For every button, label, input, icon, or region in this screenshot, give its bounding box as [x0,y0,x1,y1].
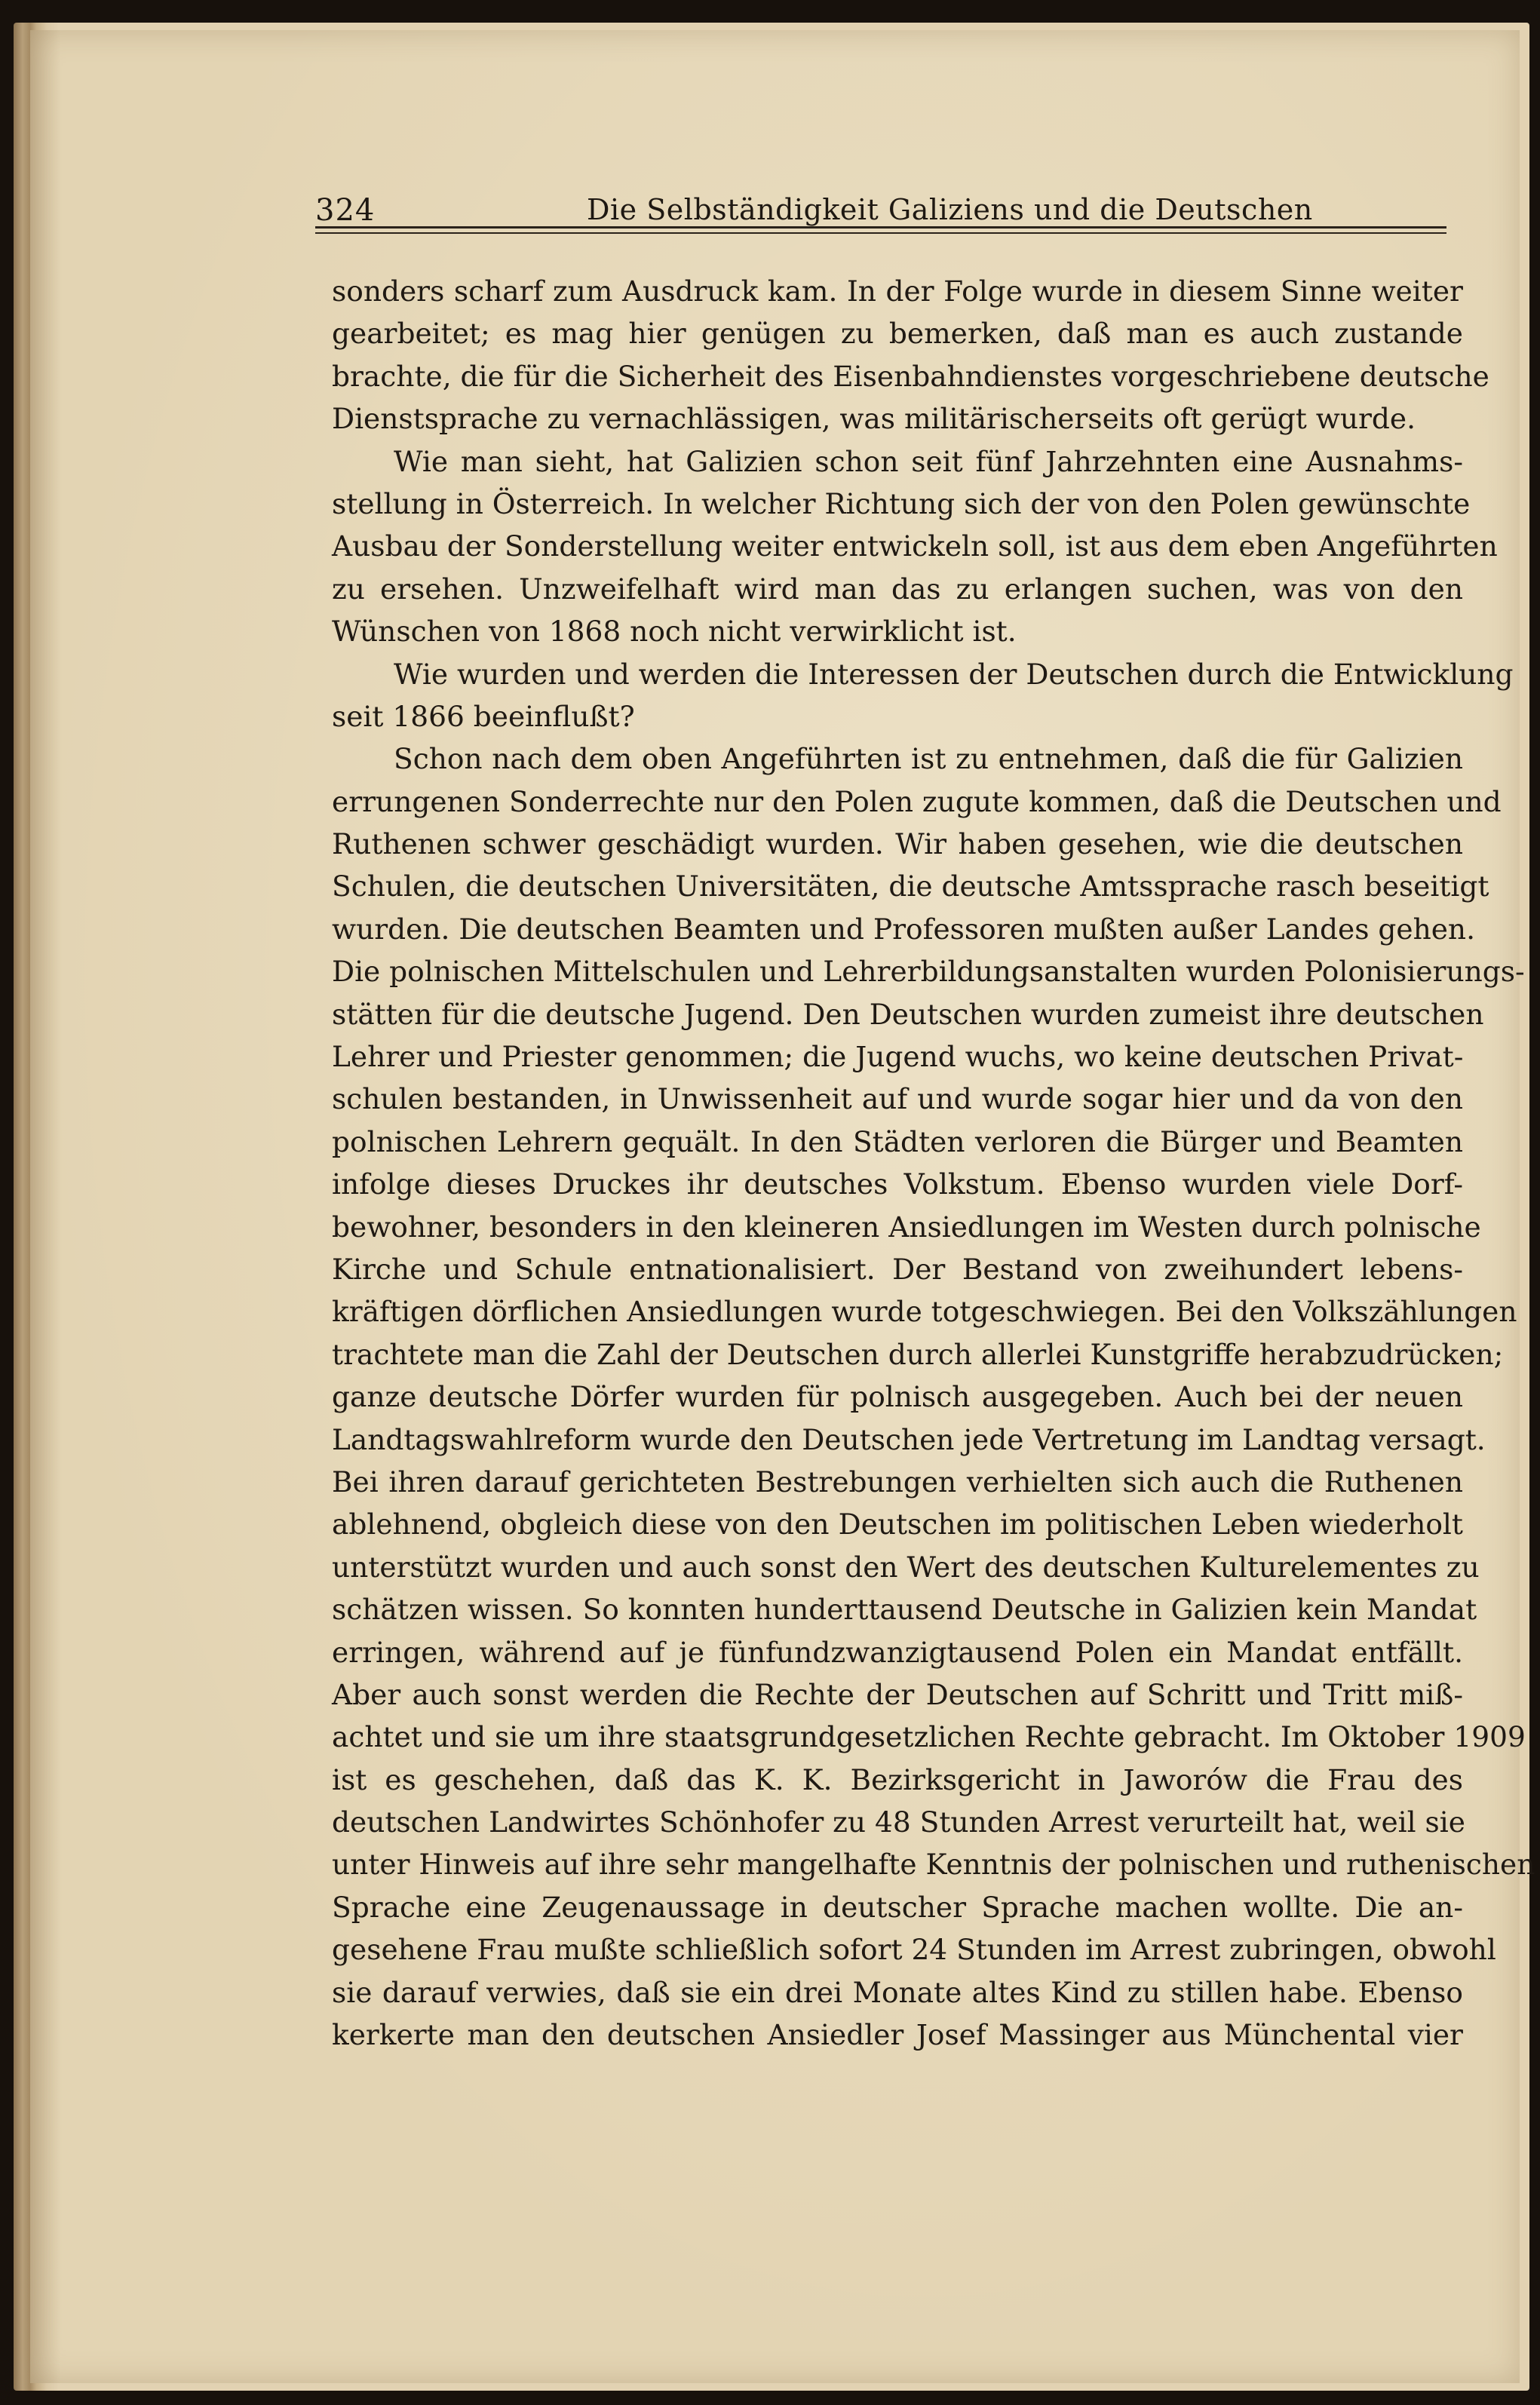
text-line: gesehene Frau mußte schließlich sofort 24 Stunden im Arrest zubringen, obwohl [332,1933,1496,1967]
text-line: sonders scharf zum Ausdruck kam. In der Folge wurde in diesem Sinne weiter [332,275,1463,308]
text-line: erringen, während auf je fünfundzwanzigtausend Polen ein Mandat entfällt. [332,1635,1463,1669]
text-line: Wie man sieht, hat Galizien schon seit fünf Jahrzehnten eine Ausnahms- [394,444,1463,478]
text-line: Kirche und Schule entnationalisiert. Der Bestand von zweihundert lebens- [332,1252,1463,1286]
text-line: zu ersehen. Unzweifelhaft wird man das zu erlangen suchen, was von den [332,572,1463,606]
text-line: Aber auch sonst werden die Rechte der Deutschen auf Schritt und Tritt miß- [332,1677,1463,1711]
text-line: bewohner, besonders in den kleineren Ansiedlungen im Westen durch polnische [332,1210,1481,1244]
text-line: sie darauf verwies, daß sie ein drei Monate altes Kind zu stillen habe. Ebenso [332,1975,1463,2009]
text-line: Wie wurden und werden die Interessen der Deutschen durch die Entwicklung [394,657,1514,691]
text-line: Ausbau der Sonderstellung weiter entwickeln soll, ist aus dem eben Angeführten [332,529,1498,563]
text-line: seit 1866 beeinflußt? [332,699,635,733]
text-line: wurden. Die deutschen Beamten und Professoren mußten außer Landes gehen. [332,912,1475,946]
text-line: deutschen Landwirtes Schönhofer zu 48 Stunden Arrest verurteilt hat, weil sie [332,1805,1465,1839]
text-line: ist es geschehen, daß das K. K. Bezirksgericht in Jaworów die Frau des [332,1762,1463,1796]
text-line: stellung in Österreich. In welcher Richtung sich der von den Polen gewünschte [332,486,1471,520]
text-line: unter Hinweis auf ihre sehr mangelhafte Kenntnis der polnischen und ruthenischen [332,1848,1535,1882]
page-number: 324 [315,193,376,228]
text-line: Bei ihren darauf gerichteten Bestrebungen verhielten sich auch die Ruthenen [332,1465,1463,1499]
text-line: Sprache eine Zeugenaussage in deutscher Sprache machen wollte. Die an- [332,1890,1463,1924]
text-line: ganze deutsche Dörfer wurden für polnisch ausgegeben. Auch bei der neuen [332,1380,1463,1414]
text-line: kerkerte man den deutschen Ansiedler Josef Massinger aus Münchental vier [332,2018,1463,2052]
text-line: Die polnischen Mittelschulen und Lehrerbildungsanstalten wurden Polonisierungs- [332,955,1525,989]
text-line: brachte, die für die Sicherheit des Eisenbahndienstes vorgeschriebene deutsche [332,359,1489,393]
text-line: kräftigen dörflichen Ansiedlungen wurde totgeschwiegen. Bei den Volkszählungen [332,1295,1517,1329]
text-line: errungenen Sonderrechte nur den Polen zugute kommen, daß die Deutschen und [332,784,1502,818]
text-line: infolge dieses Druckes ihr deutsches Volkstum. Ebenso wurden viele Dorf- [332,1167,1463,1201]
text-line: unterstützt wurden und auch sonst den Wert des deutschen Kulturelementes zu [332,1550,1480,1584]
text-line: Wünschen von 1868 noch nicht verwirklicht ist. [332,615,1017,649]
running-head: Die Selbständigkeit Galiziens und die Deutschen [587,193,1313,226]
text-line: trachtete man die Zahl der Deutschen durch allerlei Kunstgriffe herabzudrücken; [332,1337,1504,1371]
body-text [332,270,1535,2056]
text-line: Dienstsprache zu vernachlässigen, was militärischerseits oft gerügt wurde. [332,402,1416,436]
text-line: schulen bestanden, in Unwissenheit auf und wurde sogar hier und da von den [332,1082,1463,1116]
text-line: stätten für die deutsche Jugend. Den Deutschen wurden zumeist ihre deutschen [332,997,1484,1031]
text-line: schätzen wissen. So konnten hunderttausend Deutsche in Galizien kein Mandat [332,1593,1477,1627]
text-line: ablehnend, obgleich diese von den Deutschen im politischen Leben wiederholt [332,1508,1463,1541]
text-line: achtet und sie um ihre staatsgrundgesetzlichen Rechte gebracht. Im Oktober 1909 [332,1720,1526,1754]
header-double-rule [315,226,1446,234]
text-line: Schulen, die deutschen Universitäten, die deutsche Amtssprache rasch beseitigt [332,870,1489,903]
text-line: polnischen Lehrern gequält. In den Städten verloren die Bürger und Beamten [332,1124,1463,1158]
text-line: Landtagswahlreform wurde den Deutschen jede Vertretung im Landtag versagt. [332,1422,1486,1456]
text-line: Lehrer und Priester genommen; die Jugend wuchs, wo keine deutschen Privat- [332,1040,1464,1074]
text-line: Schon nach dem oben Angeführten ist zu entnehmen, daß die für Galizien [394,742,1463,776]
text-line: Ruthenen schwer geschädigt wurden. Wir haben gesehen, wie die deutschen [332,827,1463,861]
text-line: gearbeitet; es mag hier genügen zu bemerken, daß man es auch zustande [332,317,1463,351]
